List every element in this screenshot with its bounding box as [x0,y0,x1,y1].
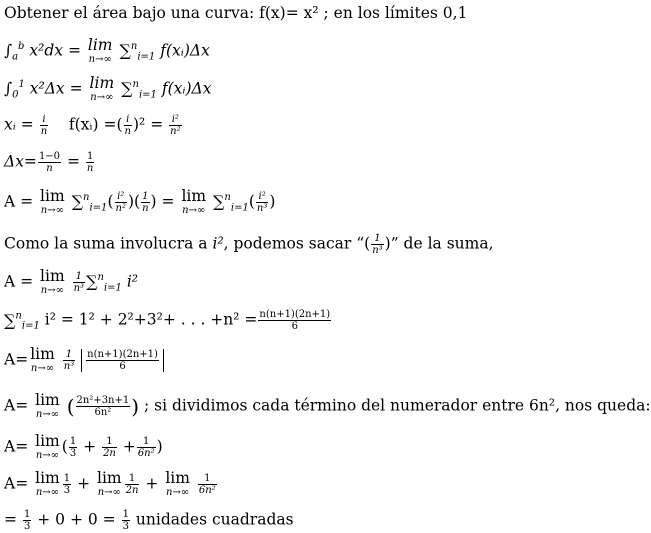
limit-1 [35,471,60,498]
limit-sub: n→∞ [97,486,121,498]
bracket-expression [81,349,164,372]
num: 1−0 [38,151,61,162]
limit-2 [181,189,206,216]
fxi-label: f(xᵢ) =( [68,115,123,134]
sigma: ∑ [4,310,16,330]
sum-body: i² [126,272,138,291]
sum-sup: n [97,272,104,284]
num: 1 [75,270,83,282]
den: 6n² [137,447,155,459]
sum-sup: n [15,310,22,322]
integrand: x²dx [29,41,64,60]
explanation-var: i² [212,234,224,253]
sum-sub: i=1 [103,282,122,294]
integral-sign: ∫ [4,79,13,98]
frac-1 [115,191,127,214]
limit [35,393,60,420]
limit-label: lim [40,267,65,285]
explanation-post: )” de la suma, [384,234,494,253]
limit [40,189,65,216]
xi-fraction [40,114,48,137]
den: n³ [73,282,85,294]
plus: + [77,474,91,493]
den: n³ [372,245,383,256]
sum-sub: i=1 [137,51,156,63]
limit-label: lim [87,36,113,54]
sigma: ∑ [121,79,133,99]
factor [63,349,75,372]
delta-x-definition [4,151,95,174]
units-text: unidades cuadradas [135,510,294,529]
num: 1 [122,509,129,520]
num: i² [117,190,125,202]
frac-1 [63,473,71,496]
limit-label: lim [89,74,115,92]
area-label: A = [4,192,34,211]
num: 1 [69,435,77,447]
dx-result [86,151,94,174]
num: 1 [86,151,94,162]
limit-sub: n→∞ [30,362,55,374]
sum-sup: n [224,192,231,204]
den: 6 [86,360,159,372]
frac-3 [137,436,156,459]
frac-1 [23,509,31,532]
equals: = [67,41,81,60]
equals: = [4,510,17,529]
definite-integral-definition [4,38,210,65]
sum-of-squares [4,309,332,332]
num: i [126,114,130,125]
limit-sub: n→∞ [166,486,190,498]
sigma: ∑ [119,41,131,61]
area-label: A= [4,437,29,456]
polynomial-fraction [76,395,131,418]
sum-sup: n [83,192,90,204]
limit-3 [165,471,190,498]
equals: = [69,79,83,98]
area-label: A= [4,474,29,493]
sigma: ∑ [71,192,84,212]
limit-label: lim [35,391,60,409]
num: 1 [23,509,31,520]
fxi-result [169,114,181,137]
sum-sub: i=1 [230,202,249,214]
den: 3 [23,521,31,532]
area-expression-5: A= lim n→∞ ( $\frac{1}{3}$ + $\frac{1}{2n}$ + $\frac{1}{\text{6n²}}$ ) [4,432,163,461]
num: n(n+1)(2n+1) [87,348,158,360]
limit-sub: n→∞ [40,284,64,296]
fxi-fraction [124,114,132,137]
den: 2n [103,447,116,459]
area-expression-4 [4,393,651,420]
limit [40,269,65,296]
den: 6n² [198,484,216,496]
den: n³ [63,360,75,372]
sum-body: i² = 1² + 2²+3²+ . . . +n² = [44,310,258,329]
close-paren: ) [131,394,140,419]
bracket-fraction [86,349,159,372]
limit-label: lim [181,187,207,205]
integral-applied [4,76,212,103]
den: n² [170,126,181,137]
plus: + [145,474,159,493]
den: n [86,163,94,174]
limit-label: lim [35,432,60,450]
limit-label: lim [35,469,60,487]
sum-sup: n [132,79,139,91]
sum-body: f(xᵢ)Δx [161,79,212,98]
num: 1 [106,435,113,447]
factor [73,271,85,294]
explanation-fraction [371,233,383,256]
sigma-2: ∑ [213,192,225,212]
limit-sub: n→∞ [35,486,60,498]
num: n(n+1)(2n+1) [259,309,331,320]
frac-1 [69,436,77,459]
sum-formula [258,309,331,332]
num: 1 [374,233,381,244]
limit-label: lim [30,345,55,363]
sum-sup: n [130,41,138,53]
limit [90,76,115,103]
upper-limit: 1 [18,79,25,91]
den: n [40,126,48,137]
frac-2 [122,509,130,532]
sum-body: f(xᵢ)Δx [160,41,210,60]
sigma: ∑ [86,272,98,292]
limit-sub: n→∞ [40,204,64,216]
den: 3 [69,447,77,459]
sum-sub: i=1 [21,320,40,332]
limit-sub: n→∞ [90,91,114,103]
den: n [142,202,149,214]
frac-3 [198,473,217,496]
num: i² [171,114,179,125]
explanation-pre: Como la suma involucra a [4,234,213,253]
integral-sign: ∫ [4,41,13,60]
sum-sub: i=1 [138,89,157,101]
limit-sub: n→∞ [88,53,112,65]
area-label: A = [4,272,34,291]
limit [88,38,113,65]
plus: + [83,437,97,456]
num: 1 [204,472,211,484]
limit-2 [97,471,122,498]
den: 6 [258,320,331,332]
num: 1 [128,472,136,484]
num: 1 [143,435,150,447]
limit-sub: n→∞ [35,408,60,420]
area-label: A= [4,350,29,369]
sum-sub: i=1 [89,202,108,214]
final-result [4,509,294,532]
area-expression-1: A = lim n→∞ ∑$^n_{i=1}$( $\frac{\text{i²}}{\text{n²}}$ )( $\frac{1}{n}$ ) = lim n→∞ ∑$^n_{i=1}$( $\frac{\text{i²}}{\text{n³}}$ ) [4,187,276,216]
limit-sub: n→∞ [35,449,60,461]
den: n [124,126,131,137]
frac-2 [125,473,140,496]
lower-limit: a [12,51,19,63]
area-expression-6 [4,471,218,498]
den: n³ [256,202,268,214]
limit [30,347,55,374]
den: n² [115,202,126,214]
frac-3 [256,191,268,214]
problem-statement [4,6,467,22]
plus: + [122,437,136,456]
den: 6n² [76,406,131,418]
frac-2 [141,191,149,214]
den: 3 [63,484,71,496]
limit-label: lim [40,187,65,205]
open-paren: ( [66,394,75,419]
limit-sub: n→∞ [182,204,206,216]
problem-text: Obtener el área bajo una curva: f(x)= x² ; en los límites 0,1 [4,4,468,22]
upper-limit: b [18,41,25,53]
area-expression-2 [4,269,138,296]
num: 1 [63,472,71,484]
explanation-text: ; si dividimos cada término del numerador entre 6n², nos queda: [143,396,651,415]
explanation-mid: , podemos sacar “( [223,234,371,253]
den: 3 [122,521,129,532]
area-label: A= [4,396,29,415]
den: n [38,162,61,174]
xi-label: xᵢ = [4,115,34,134]
dx-label: Δx= [4,152,37,171]
num: 2n²+3n+1 [76,394,130,406]
equals: = [161,192,175,211]
frac-2 [102,436,117,459]
dx-fraction [38,151,61,174]
limit [35,434,60,461]
limit-label: lim [97,469,122,487]
equals: = [66,152,80,171]
num: i² [258,190,266,202]
den: 2n [125,484,139,496]
num: i [42,114,46,125]
lower-limit: 0 [12,89,19,101]
num: 1 [142,190,149,202]
integrand: x²Δx [29,79,65,98]
area-expression-3 [4,347,164,374]
middle-terms: + 0 + 0 = [37,510,116,529]
num: 1 [65,348,73,360]
explanation-sentence [4,233,494,256]
fxi-close: )² = [133,115,164,134]
limit-label: lim [165,469,190,487]
xi-definition [4,114,183,137]
